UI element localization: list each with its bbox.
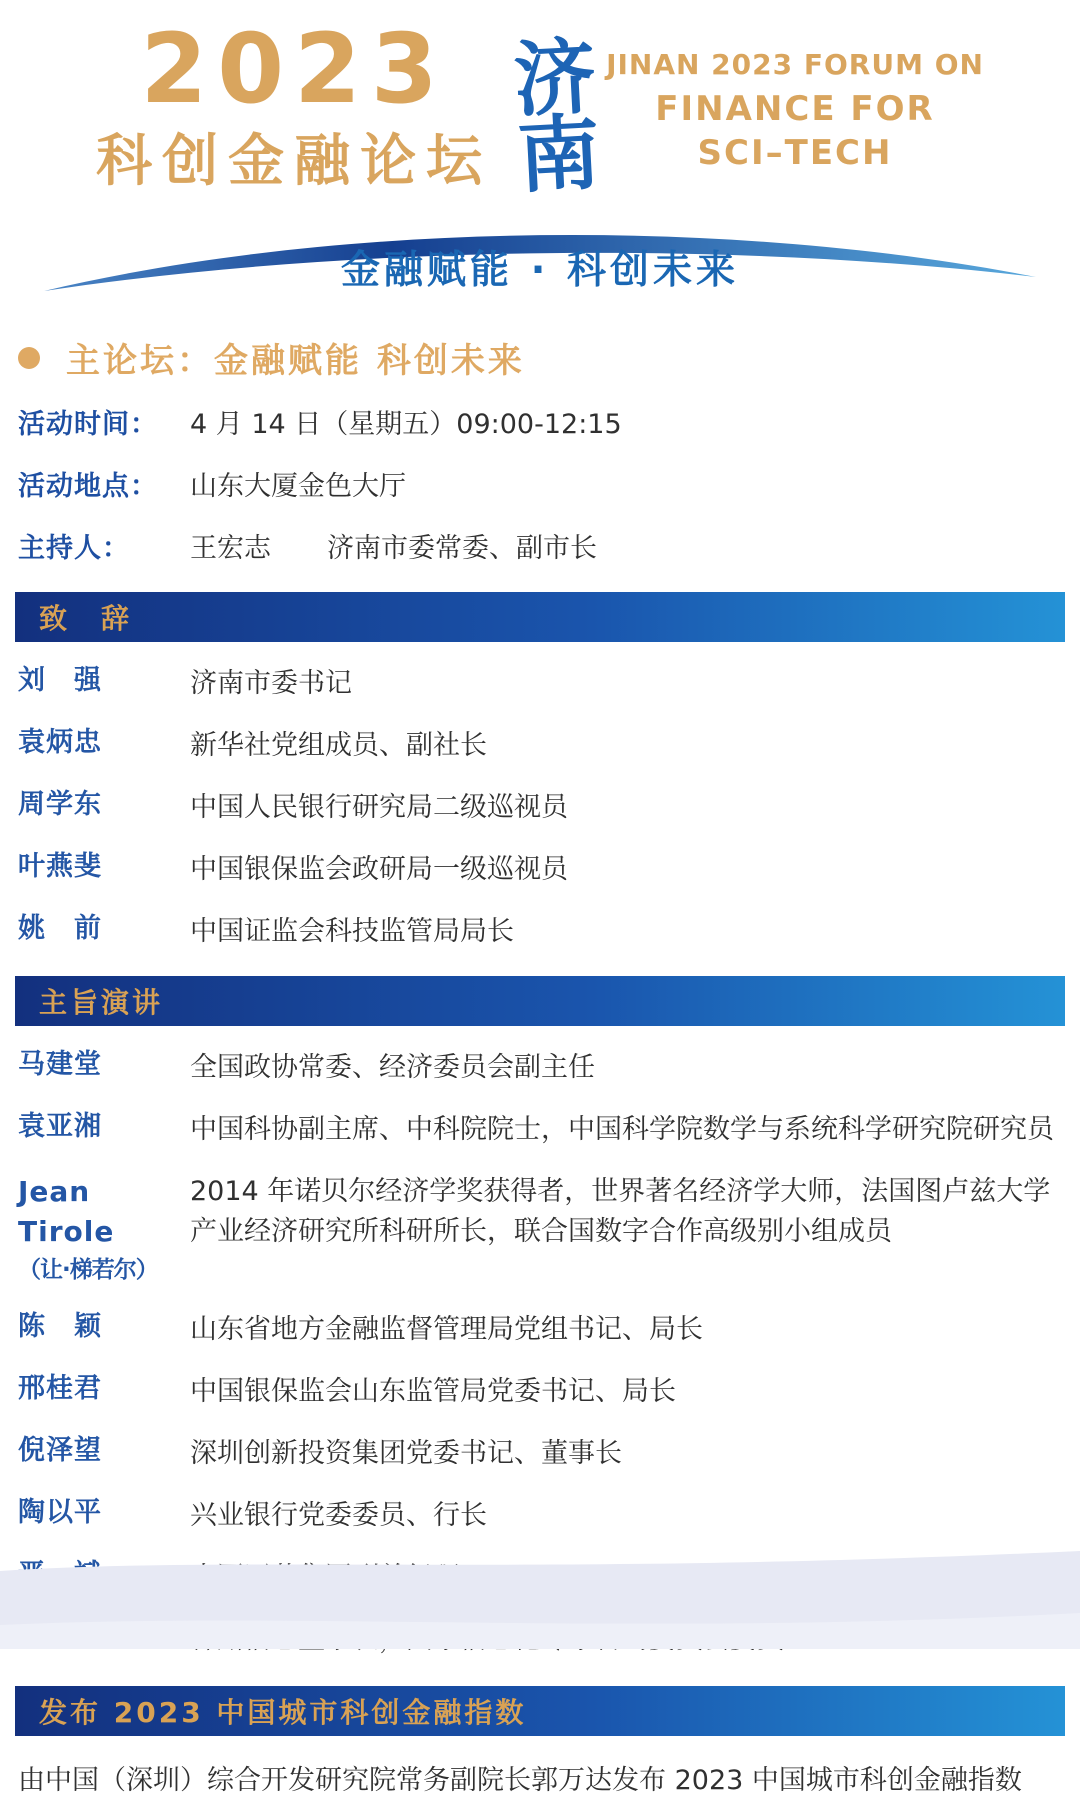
info-row-time [18,406,1080,444]
speaker-name-en: Jean Tirole [18,1175,115,1249]
speaker-name: 刘 强 [18,665,102,697]
speaker-row [18,1048,1080,1088]
speaker-title: 2014 年诺贝尔经济学奖获得者，世界著名经济学大师，法国图卢兹大学产业经济研究所科研所长，联合国数字合作高级别小组成员 [190,1176,1051,1248]
speaker-name: 叶燕斐 [18,851,102,883]
info-row-host [18,530,1080,568]
speaker-name [18,1172,190,1288]
logo-chinese-block [96,13,493,197]
info-row-venue [18,468,1080,506]
speaker-row [18,1110,1080,1150]
speaker-row [18,912,1080,952]
info-value-time: 4 月 14 日（星期五）09:00-12:15 [190,409,622,441]
info-label-time: 活动时间： [18,409,158,441]
section-bar-index-release: 发布 2023 中国城市科创金融指数 [15,1686,1065,1736]
section-bar-keynote: 主旨演讲 [15,976,1065,1026]
speaker-title: 新华社党组成员、副社长 [190,730,487,762]
speaker-title: 山东省地方金融监督管理局党组书记、局长 [190,1314,703,1346]
speaker-name: 姚 前 [18,913,102,945]
speaker-name: 陈 颖 [18,1311,102,1343]
forum-logo [0,13,1080,197]
speaker-name: 袁炳忠 [18,727,102,759]
speaker-title: 深圳创新投资集团党委书记、董事长 [190,1438,622,1470]
speaker-name: 袁亚湘 [18,1111,102,1143]
speaker-title: 全国政协常委、经济委员会副主任 [190,1052,595,1084]
info-label-venue: 活动地点： [18,471,158,503]
speaker-row [18,850,1080,890]
info-value-host-title: 济南市委常委、副市长 [327,533,597,565]
footer-wave-decoration [0,1549,1080,1649]
jinan-calligraphy-icon: 济南 [498,32,601,189]
main-forum-title-row [18,333,1080,382]
speaker-title: 济南市委书记 [190,668,352,700]
info-value-host-name: 王宏志 [190,533,271,565]
speaker-name: 马建堂 [18,1049,102,1081]
forum-agenda-poster [0,13,1080,1797]
speaker-title: 兴业银行党委委员、行长 [190,1500,487,1532]
main-forum-title: 主论坛：金融赋能 科创未来 [66,341,525,382]
speaker-row [18,664,1080,704]
speaker-row [18,1372,1080,1412]
logo-en-line1: JINAN 2023 FORUM ON [606,48,984,82]
logo-en-line3: SCI–TECH [697,133,893,174]
speaker-name: 邢桂君 [18,1373,102,1405]
slogan-banner [0,213,1080,299]
speaker-row-jean-tirole [18,1172,1080,1288]
speaker-row [18,788,1080,828]
speaker-row [18,1496,1080,1536]
header [0,13,1080,299]
speaker-row [18,1434,1080,1474]
section-bar-opening-remarks: 致 辞 [15,592,1065,642]
speaker-row [18,1310,1080,1350]
speaker-title: 中国银保监会山东监管局党委书记、局长 [190,1376,676,1408]
speaker-title: 中国人民银行研究局二级巡视员 [190,792,568,824]
logo-year: 2023 [140,13,448,125]
speaker-title: 中国科协副主席、中科院院士，中国科学院数学与系统科学研究院研究员 [190,1114,1054,1146]
logo-en-line2: FINANCE FOR [655,89,935,130]
info-label-host: 主持人： [18,533,130,565]
speaker-name: 倪泽望 [18,1435,102,1467]
speaker-name-cn: （让·梯若尔） [18,1257,158,1284]
speaker-title: 中国银保监会政研局一级巡视员 [190,854,568,886]
info-value-venue: 山东大厦金色大厅 [190,471,406,503]
speaker-name: 周学东 [18,789,102,821]
speaker-row [18,726,1080,766]
gold-bullet-icon [18,347,40,369]
speaker-name: 陶以平 [18,1497,102,1529]
logo-english-block [606,48,984,173]
speaker-title: 中国证监会科技监管局局长 [190,916,514,948]
footer-note: 由中国（深圳）综合开发研究院常务副院长郭万达发布 2023 中国城市科创金融指数 [18,1765,1022,1797]
logo-forum-name: 科创金融论坛 [96,129,493,195]
slogan-text: 金融赋能 · 科创未来 [341,248,739,294]
